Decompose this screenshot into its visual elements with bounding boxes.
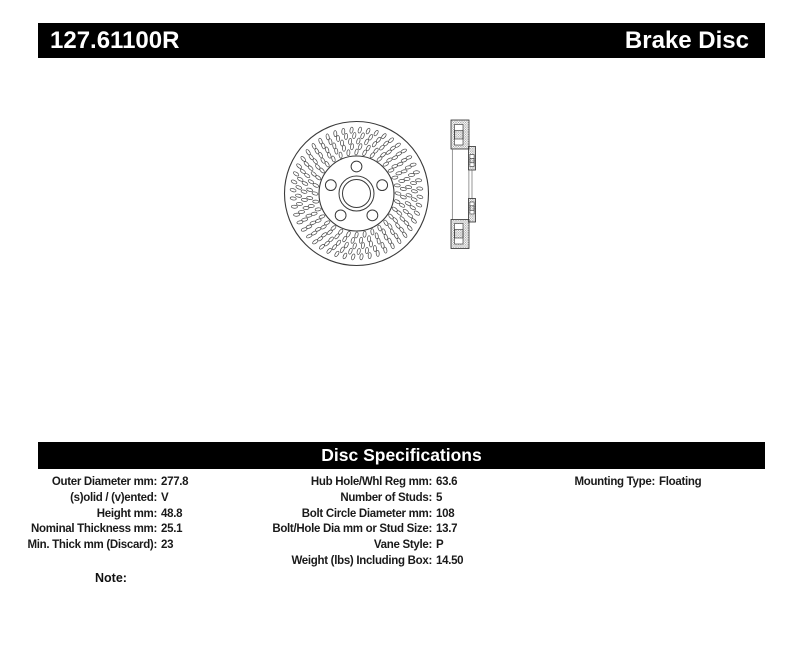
spec-value: 23 — [161, 539, 174, 552]
header-bar — [38, 23, 765, 58]
spec-row — [560, 475, 701, 491]
spec-value: 48.8 — [161, 507, 183, 520]
spec-label: Min. Thick mm (Discard): — [27, 539, 157, 552]
spec-section-title: Disc Specifications — [321, 445, 482, 465]
spec-label: Weight (lbs) Including Box: — [291, 554, 432, 567]
spec-row — [262, 491, 463, 507]
spec-value: 5 — [436, 491, 443, 504]
spec-row — [25, 538, 188, 554]
spec-row — [25, 491, 188, 507]
spec-label: Vane Style: — [373, 539, 432, 552]
spec-value: 63.6 — [436, 476, 458, 488]
spec-row — [262, 538, 463, 554]
note-label: Note: — [95, 571, 127, 585]
brake-disc-cross-section-drawing — [444, 114, 482, 254]
spec-row — [262, 522, 463, 538]
spec-column-left — [25, 475, 188, 554]
spec-row — [262, 554, 463, 570]
spec-section-header — [38, 442, 765, 469]
spec-value: V — [161, 491, 169, 504]
spec-value: 14.50 — [436, 554, 464, 567]
spec-label: Bolt/Hole Dia mm or Stud Size: — [272, 523, 432, 536]
spec-label: (s)olid / (v)ented: — [70, 491, 157, 504]
spec-value: 25.1 — [161, 523, 183, 536]
spec-column-right — [560, 475, 701, 491]
part-number: 127.61100R — [50, 26, 180, 54]
spec-value: Floating — [659, 476, 702, 488]
spec-row — [262, 475, 463, 491]
spec-row — [25, 522, 188, 538]
spec-value: 277.8 — [161, 476, 189, 488]
spec-label: Hub Hole/Whl Reg mm: — [310, 476, 432, 488]
spec-label: Bolt Circle Diameter mm: — [301, 507, 432, 520]
spec-label: Number of Studs: — [340, 491, 432, 504]
spec-label: Height mm: — [96, 507, 157, 520]
spec-row — [262, 507, 463, 523]
brake-disc-front-view-drawing — [283, 120, 430, 267]
spec-row — [25, 475, 188, 491]
spec-label: Mounting Type: — [574, 476, 655, 488]
spec-label: Outer Diameter mm: — [51, 476, 157, 488]
product-type-title: Brake Disc — [624, 26, 749, 54]
spec-label: Nominal Thickness mm: — [31, 523, 157, 536]
spec-column-middle — [262, 475, 463, 570]
spec-value: 108 — [436, 507, 455, 520]
spec-value: 13.7 — [436, 523, 458, 536]
spec-value: P — [436, 539, 444, 552]
spec-row — [25, 507, 188, 523]
